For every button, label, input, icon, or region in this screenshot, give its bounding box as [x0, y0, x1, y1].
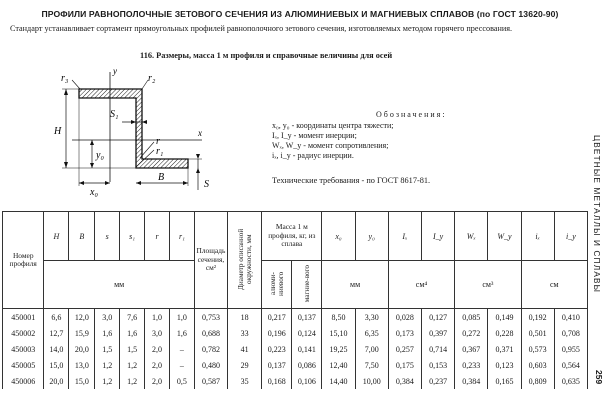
table-cell: 0,137	[262, 357, 292, 373]
col-b: B	[69, 212, 95, 261]
y0-label: y₀	[96, 150, 104, 161]
h-label: H	[54, 126, 62, 137]
table-cell: 6,6	[44, 309, 69, 326]
table-cell: 29	[228, 357, 262, 373]
table-title: 116. Размеры, масса 1 м профиля и справочные величины для осей	[140, 51, 393, 60]
table-cell: 8,50	[322, 309, 355, 326]
side-header: ЦВЕТНЫЕ МЕТАЛЛЫ И СПЛАВЫ	[592, 135, 601, 294]
col-s1: s₁	[120, 212, 145, 261]
table-cell: 14,40	[322, 373, 355, 389]
s1-label: S₁	[110, 109, 119, 120]
table-cell: –	[169, 357, 194, 373]
col-mass-aluminum: алюми-ниевого	[262, 261, 292, 309]
col-ix-radius: iₓ	[521, 212, 554, 261]
table-cell: 0,272	[455, 325, 488, 341]
unit-mm: мм	[44, 261, 194, 309]
table-cell: 0,384	[455, 373, 488, 389]
table-cell: 450001	[3, 309, 44, 326]
table-cell: 0,196	[262, 325, 292, 341]
r-label: r	[156, 136, 160, 147]
table-cell: 0,603	[521, 357, 554, 373]
table-cell: 0,086	[292, 357, 322, 373]
unit-cm4: см⁴	[388, 261, 454, 309]
table-cell: 0,124	[292, 325, 322, 341]
table-cell: 0,480	[194, 357, 227, 373]
table-cell: 0,228	[488, 325, 521, 341]
table-cell: 0,573	[521, 341, 554, 357]
table-cell: 0,141	[292, 341, 322, 357]
table-cell: 0,153	[421, 357, 454, 373]
table-cell: 0,106	[292, 373, 322, 389]
legend-line: Iₓ, I_y - момент инерции;	[272, 131, 357, 140]
table-cell: 2,0	[145, 341, 170, 357]
table-cell: 14,0	[44, 341, 69, 357]
legend-line: Wₓ, W_y - момент сопротивления;	[272, 141, 389, 150]
table-cell: 0,217	[262, 309, 292, 326]
table-cell: 1,6	[169, 325, 194, 341]
col-iy-radius: i_y	[554, 212, 587, 261]
table-row	[3, 325, 588, 341]
unit-cm: см	[521, 261, 587, 309]
table-cell: 15,9	[69, 325, 95, 341]
table-cell: 3,0	[145, 325, 170, 341]
table-cell: 0,085	[455, 309, 488, 326]
table-cell: 2,0	[145, 357, 170, 373]
table-cell: 0,165	[488, 373, 521, 389]
table-cell: 0,028	[388, 309, 421, 326]
table-cell: 0,237	[421, 373, 454, 389]
table-cell: 13,0	[69, 357, 95, 373]
table-row	[3, 357, 588, 373]
table-row	[3, 341, 588, 357]
table-cell: 1,5	[95, 341, 120, 357]
table-cell: 10,00	[355, 373, 388, 389]
table-cell: 0,223	[262, 341, 292, 357]
x-axis-label: x	[198, 128, 202, 138]
col-mass-magnesium: магние-вого	[292, 261, 322, 309]
col-wx: Wₓ	[455, 212, 488, 261]
col-r: r	[145, 212, 170, 261]
legend-line: x₀, y₀ - координаты центра тяжести;	[272, 121, 394, 130]
table-cell: 1,6	[120, 325, 145, 341]
x0-label: x₀	[90, 187, 98, 198]
table-cell: 450006	[3, 373, 44, 389]
table-cell: 0,367	[455, 341, 488, 357]
r3-label: r₃	[61, 73, 69, 84]
table-cell: 450003	[3, 341, 44, 357]
table-cell: 0,192	[521, 309, 554, 326]
table-cell: 2,0	[145, 373, 170, 389]
table-cell: 0,688	[194, 325, 227, 341]
table-cell: 33	[228, 325, 262, 341]
table-cell: 15,0	[44, 357, 69, 373]
table-cell: 1,0	[169, 309, 194, 326]
table-cell: 20,0	[44, 373, 69, 389]
table-cell: 0,384	[388, 373, 421, 389]
table-cell: 1,2	[120, 357, 145, 373]
col-iy: I_y	[421, 212, 454, 261]
table-cell: 0,753	[194, 309, 227, 326]
tech-requirements: Технические требования - по ГОСТ 8617-81.	[272, 176, 431, 185]
table-cell: 35	[228, 373, 262, 389]
table-row	[3, 309, 588, 326]
r2-label: r₂	[148, 73, 156, 84]
table-cell: 0,371	[488, 341, 521, 357]
table-cell: 1,2	[95, 357, 120, 373]
col-wy: W_y	[488, 212, 521, 261]
legend-block	[272, 110, 447, 161]
table-cell: 450005	[3, 357, 44, 373]
col-x0: x₀	[322, 212, 355, 261]
table-cell: 7,6	[120, 309, 145, 326]
table-cell: 0,714	[421, 341, 454, 357]
table-cell: 450002	[3, 325, 44, 341]
table-cell: 0,708	[554, 325, 587, 341]
table-cell: 19,25	[322, 341, 355, 357]
table-cell: 0,782	[194, 341, 227, 357]
col-h: H	[44, 212, 69, 261]
table-cell: 1,2	[120, 373, 145, 389]
legend-line: iₓ, i_y - радиус инерции.	[272, 151, 354, 160]
table-cell: 18	[228, 309, 262, 326]
s-label: S	[204, 179, 209, 190]
table-cell: 1,6	[95, 325, 120, 341]
col-area: Площадь сечения, см²	[194, 212, 227, 309]
table-cell: 0,127	[421, 309, 454, 326]
table-cell: 0,149	[488, 309, 521, 326]
table-cell: 7,50	[355, 357, 388, 373]
table-cell: 15,10	[322, 325, 355, 341]
table-cell: 0,168	[262, 373, 292, 389]
z-profile-drawing	[52, 64, 272, 204]
table-cell: 0,501	[521, 325, 554, 341]
table-row	[3, 373, 588, 389]
intro-paragraph: Стандарт устанавливает сортамент прямоугольных профилей равнополочного зетового сечения, изготовляемых методом горячего прессования.	[10, 24, 513, 33]
unit-cm3: см³	[455, 261, 521, 309]
col-profile-number: Номер профиля	[3, 212, 44, 309]
col-y0: y₀	[355, 212, 388, 261]
table-cell: 0,257	[388, 341, 421, 357]
table-cell: 0,173	[388, 325, 421, 341]
y-axis-label: y	[113, 66, 117, 76]
table-cell: 0,955	[554, 341, 587, 357]
page-title: ПРОФИЛИ РАВНОПОЛОЧНЫЕ ЗЕТОВОГО СЕЧЕНИЯ ИЗ АЛЮМИНИЕВЫХ И МАГНИЕВЫХ СПЛАВОВ (по ГОСТ 13620-90)	[41, 9, 559, 19]
col-r1: r₁	[169, 212, 194, 261]
table-cell: 0,397	[421, 325, 454, 341]
table-cell: 0,137	[292, 309, 322, 326]
table-cell: 20,0	[69, 341, 95, 357]
table-cell: 3,30	[355, 309, 388, 326]
page-number: 259	[594, 370, 604, 385]
table-cell: 0,587	[194, 373, 227, 389]
table-cell: 12,7	[44, 325, 69, 341]
table-cell: –	[169, 341, 194, 357]
table-cell: 0,809	[521, 373, 554, 389]
r1-label: r₁	[156, 146, 164, 157]
col-mass: Масса 1 м профиля, кг, из сплава	[262, 212, 322, 261]
table-cell: 15,0	[69, 373, 95, 389]
table-cell: 41	[228, 341, 262, 357]
col-ix: Iₓ	[388, 212, 421, 261]
table-cell: 0,5	[169, 373, 194, 389]
legend-heading: Обозначения:	[376, 110, 447, 119]
col-circle-diameter: Диаметр описанной окружности, мм	[228, 212, 262, 309]
table-cell: 1,2	[95, 373, 120, 389]
table-cell: 12,40	[322, 357, 355, 373]
profile-table	[2, 211, 588, 389]
b-label: B	[158, 172, 165, 183]
unit-mm: мм	[322, 261, 388, 309]
table-cell: 0,175	[388, 357, 421, 373]
table-cell: 0,233	[455, 357, 488, 373]
table-cell: 1,5	[120, 341, 145, 357]
table-cell: 0,123	[488, 357, 521, 373]
table-cell: 12,0	[69, 309, 95, 326]
table-cell: 0,564	[554, 357, 587, 373]
table-cell: 0,410	[554, 309, 587, 326]
table-cell: 1,0	[145, 309, 170, 326]
table-cell: 3,0	[95, 309, 120, 326]
table-cell: 7,00	[355, 341, 388, 357]
table-cell: 6,35	[355, 325, 388, 341]
table-cell: 0,635	[554, 373, 587, 389]
col-s: s	[95, 212, 120, 261]
